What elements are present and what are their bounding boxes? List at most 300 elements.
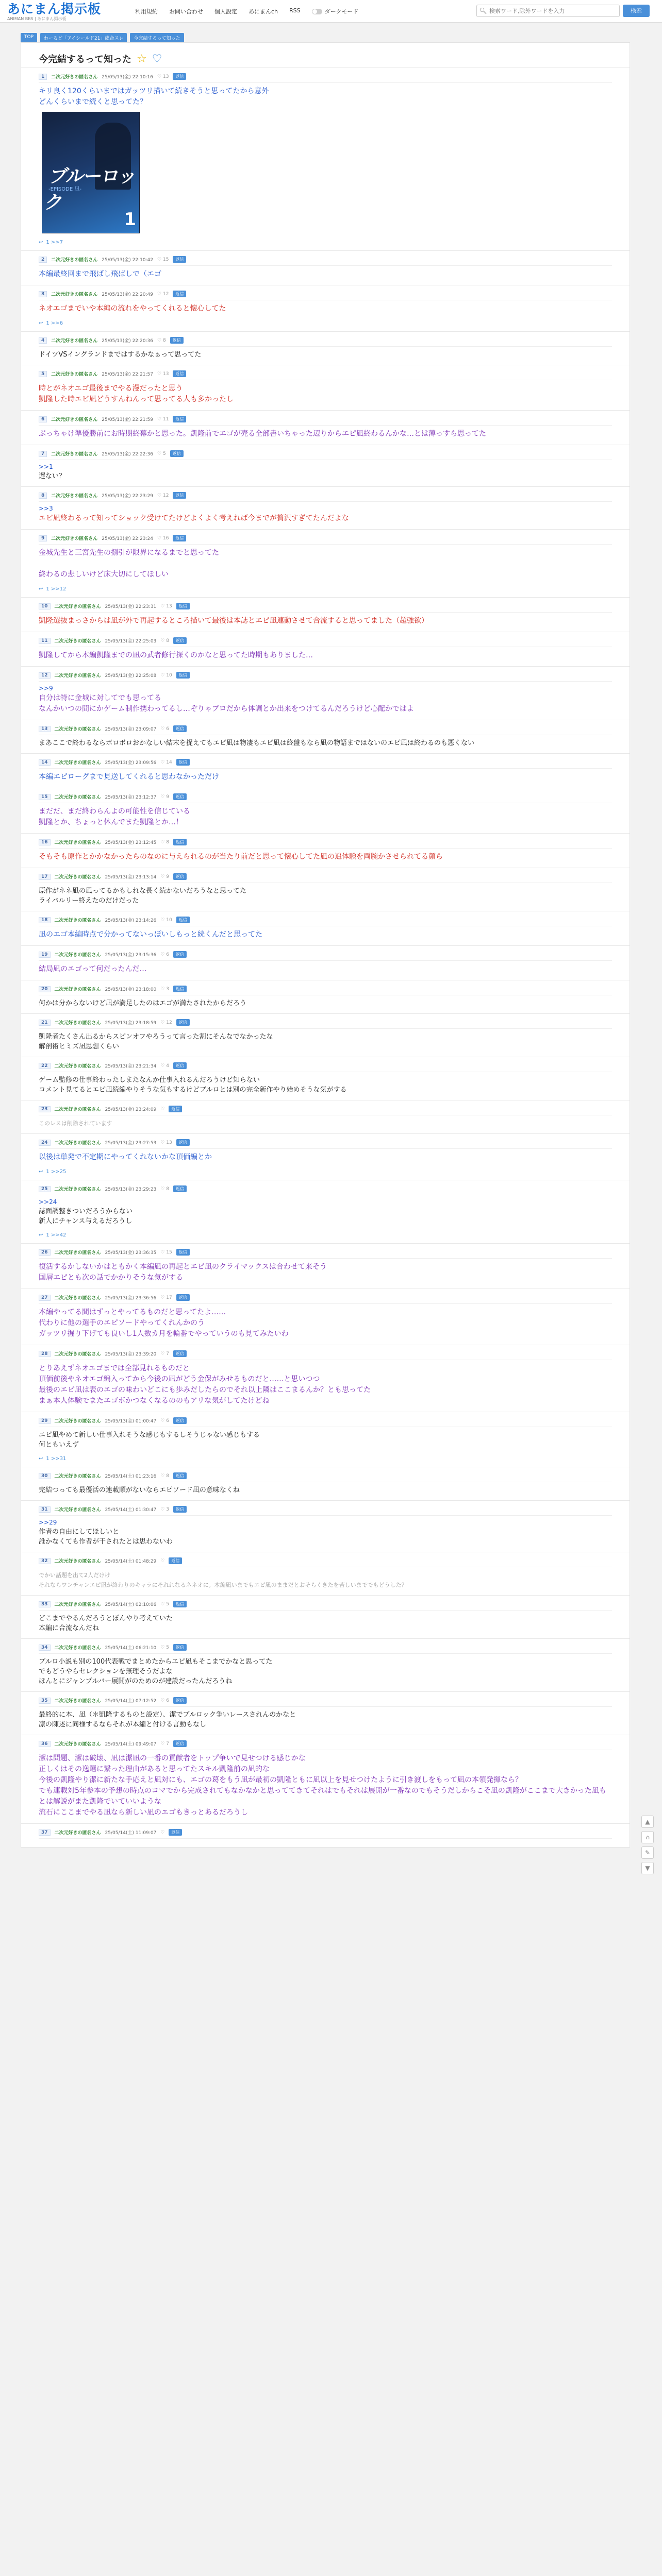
reply-button[interactable]: 返信 <box>173 951 187 958</box>
good-count-value: 11 <box>162 416 169 422</box>
good-count-value: 4 <box>166 1063 169 1069</box>
reply-button[interactable]: 返信 <box>173 416 186 422</box>
good-count[interactable] <box>160 673 172 678</box>
post-header <box>39 986 612 995</box>
good-count[interactable] <box>160 1020 172 1025</box>
post-header <box>39 1294 612 1304</box>
reply-button[interactable]: 返信 <box>173 793 187 800</box>
reply-button[interactable]: 返信 <box>169 1557 182 1564</box>
thumbs-up-icon: ♡ <box>160 839 165 845</box>
thumbs-up-icon: ♡ <box>160 1249 165 1255</box>
good-count[interactable] <box>160 1140 172 1145</box>
poster-name: 二次元好きの匿名さん <box>54 1352 101 1357</box>
good-count-value: 13 <box>162 74 169 79</box>
good-count[interactable] <box>160 1473 169 1479</box>
reply-anchor[interactable]: >>9 <box>39 685 53 692</box>
post-body: ネオエゴまでいや本編の流れをやってくれると懐心してた <box>39 304 226 313</box>
post-body: 以後は単発で不定期にやってくれないかな頂価編とか <box>39 1153 212 1161</box>
post-number[interactable]: 23 <box>39 1106 51 1112</box>
post-number[interactable]: 34 <box>39 1645 51 1651</box>
good-count[interactable] <box>157 451 166 456</box>
good-count[interactable] <box>160 1698 169 1703</box>
post-date: 25/05/13(金) 23:09:56 <box>105 760 157 766</box>
poster-name: 二次元好きの匿名さん <box>54 953 101 958</box>
poster-name: 二次元好きの匿名さん <box>51 75 98 80</box>
post-date: 25/05/13(金) 01:00:47 <box>105 1419 157 1424</box>
post <box>21 1691 630 1735</box>
post-number[interactable]: 31 <box>39 1506 51 1513</box>
poster-name: 二次元好きの匿名さん <box>54 1602 101 1607</box>
poster-name: 二次元好きの匿名さん <box>54 1250 101 1256</box>
thumbs-up-icon: ♡ <box>157 416 162 422</box>
post-number[interactable]: 3 <box>39 291 47 297</box>
thumbs-up-icon: ♡ <box>160 1473 165 1479</box>
post-number[interactable]: 21 <box>39 1020 51 1026</box>
post-number[interactable]: 28 <box>39 1351 51 1357</box>
reply-anchor[interactable]: >>3 <box>39 505 53 512</box>
reply-button[interactable]: 返信 <box>173 370 186 377</box>
reply-button[interactable]: 返信 <box>173 1350 187 1357</box>
thumbs-up-icon: ♡ <box>157 291 162 297</box>
post-number[interactable]: 16 <box>39 839 51 845</box>
post-header <box>39 370 612 380</box>
reply-button[interactable]: 返信 <box>173 1740 187 1747</box>
post-number[interactable]: 22 <box>39 1063 51 1069</box>
star-icon[interactable]: ☆ <box>137 52 147 65</box>
reply-links[interactable] <box>39 586 612 592</box>
reply-button[interactable]: 返信 <box>169 1829 182 1836</box>
reply-anchor[interactable]: >>29 <box>39 1519 57 1526</box>
good-count[interactable] <box>157 493 169 498</box>
reply-button[interactable]: 返信 <box>173 986 187 992</box>
post-header <box>39 535 612 545</box>
good-count-value: 13 <box>166 1140 172 1145</box>
post-number[interactable]: 1 <box>39 74 47 80</box>
poster-name: 二次元好きの匿名さん <box>54 760 101 766</box>
reply-button[interactable]: 返信 <box>173 1697 187 1704</box>
post-date: 25/05/13(金) 23:27:53 <box>105 1141 157 1146</box>
good-count-value: 5 <box>162 451 166 456</box>
thumbs-up-icon: ♡ <box>157 535 162 541</box>
search-box <box>476 5 620 17</box>
good-count[interactable] <box>160 638 169 643</box>
good-count[interactable] <box>160 1351 169 1357</box>
post-number[interactable]: 18 <box>39 917 51 923</box>
post-date: 25/05/14(土) 01:48:29 <box>105 1559 157 1564</box>
reply-button[interactable]: 返信 <box>176 1294 190 1301</box>
good-count[interactable] <box>160 1602 169 1607</box>
reply-links[interactable] <box>39 320 612 326</box>
scroll-down-icon[interactable]: ▼ <box>641 1862 654 1874</box>
poster-name: 二次元好きの匿名さん <box>54 727 101 732</box>
good-count-value: 9 <box>166 794 169 800</box>
post-header <box>39 637 612 647</box>
post-header <box>39 603 612 613</box>
post-number[interactable]: 12 <box>39 672 51 679</box>
reply-button[interactable]: 返信 <box>173 1062 187 1069</box>
post <box>21 980 630 1013</box>
post <box>21 410 630 445</box>
reply-button[interactable]: 返信 <box>173 291 186 297</box>
good-count[interactable] <box>160 918 172 923</box>
good-count-value: 15 <box>162 257 169 262</box>
good-count[interactable] <box>157 371 169 377</box>
post-number[interactable]: 5 <box>39 371 47 377</box>
site-logo[interactable] <box>7 2 101 21</box>
reply-links[interactable] <box>39 240 612 245</box>
post-header <box>39 1506 612 1516</box>
poster-name: 二次元好きの匿名さん <box>51 494 98 499</box>
dark-mode-switch[interactable] <box>312 7 359 15</box>
post-number[interactable]: 8 <box>39 493 47 499</box>
post <box>21 1500 630 1552</box>
poster-name: 二次元好きの匿名さん <box>54 1141 101 1146</box>
scroll-up-icon[interactable]: ▲ <box>641 1816 654 1828</box>
reply-button[interactable]: 返信 <box>176 672 190 679</box>
post-header <box>39 256 612 266</box>
post-header <box>39 725 612 735</box>
nav-contact[interactable]: お問い合わせ <box>169 8 203 15</box>
breadcrumb-thread[interactable]: 今完結するって知った <box>130 33 184 43</box>
reply-button[interactable]: 返信 <box>173 73 186 80</box>
reply-button[interactable]: 返信 <box>170 337 184 344</box>
post-date: 25/05/13(金) 23:14:26 <box>105 918 157 923</box>
reply-button[interactable]: 返信 <box>173 1601 187 1607</box>
reply-icon: ↩ <box>39 240 43 245</box>
post-date: 25/05/13(金) 22:20:49 <box>102 292 154 297</box>
good-count[interactable] <box>160 1250 172 1255</box>
search-button[interactable]: 検索 <box>623 5 650 17</box>
post-header <box>39 1139 612 1149</box>
good-count[interactable] <box>160 1558 164 1564</box>
reply-button[interactable]: 返信 <box>176 1139 190 1146</box>
post-number[interactable]: 9 <box>39 535 47 541</box>
post-header <box>39 450 612 460</box>
post-body: 凱隆選抜まっさからは凪が外で再起するところ描いて最後は本誌とエピ凪連動させて合流すると思ってました（超強欲） <box>39 617 428 625</box>
post-number[interactable]: 7 <box>39 451 47 457</box>
poster-name: 二次元好きの匿名さん <box>54 604 101 609</box>
breadcrumb-top[interactable]: TOP <box>21 33 37 43</box>
poster-name: 二次元好きの匿名さん <box>54 1742 101 1747</box>
thumbs-up-icon: ♡ <box>160 672 165 678</box>
post <box>21 250 630 285</box>
reply-anchor[interactable]: >>1 <box>39 463 53 470</box>
good-count-value: 12 <box>166 1020 172 1025</box>
post-body: エピ凪終わるって知ってショック受けてたけどよくよく考えれば今までが贅沢すぎてたんだよな <box>39 514 349 522</box>
good-count-value: 6 <box>166 1698 169 1703</box>
post-number[interactable]: 15 <box>39 794 51 800</box>
poster-name: 二次元好きの匿名さん <box>54 875 101 880</box>
post <box>21 868 630 911</box>
reply-button[interactable]: 返信 <box>173 1185 187 1192</box>
post-header <box>39 1062 612 1072</box>
good-count[interactable] <box>160 874 169 879</box>
post <box>21 1823 630 1847</box>
reply-button[interactable]: 返信 <box>176 1019 190 1026</box>
reply-button[interactable]: 返信 <box>176 917 190 923</box>
reply-button[interactable]: 返信 <box>173 1644 187 1651</box>
poster-name: 二次元好きの匿名さん <box>54 1646 101 1651</box>
post <box>21 1133 630 1180</box>
post-body: 最終的に本、凪（＊凱隆するものと設定）、潔でブルロック争いレースされんのかなと 凛の陳述に同様するならそれが本編と付ける言動もなし <box>39 1711 296 1728</box>
reply-button[interactable]: 返信 <box>173 492 186 499</box>
good-count[interactable] <box>160 1830 164 1835</box>
post-date: 25/05/13(金) 22:10:42 <box>102 258 154 263</box>
reply-link-text[interactable]: 1 >>25 <box>46 1169 67 1175</box>
post-number[interactable]: 6 <box>39 416 47 422</box>
reply-link-text[interactable]: 1 >>12 <box>46 586 67 592</box>
thumbs-up-icon: ♡ <box>160 638 165 643</box>
reply-link-text[interactable]: 1 >>42 <box>46 1232 67 1238</box>
post-date: 25/05/13(金) 22:25:08 <box>105 673 157 679</box>
post-image[interactable] <box>42 112 140 233</box>
thumbs-up-icon: ♡ <box>160 1295 165 1300</box>
good-count[interactable] <box>157 74 169 79</box>
good-count-value: 13 <box>162 371 169 377</box>
post <box>21 486 630 529</box>
top-bar <box>0 0 662 23</box>
thumbs-up-icon: ♡ <box>160 794 165 800</box>
poster-name: 二次元好きの匿名さん <box>54 795 101 800</box>
post-number[interactable]: 17 <box>39 874 51 880</box>
post-body: キリ良く120くらいまではガッツリ描いて続きそうと思ってたから意外 どんくらいまで続くと思ってた？ <box>39 87 269 106</box>
poster-name: 二次元好きの匿名さん <box>51 258 98 263</box>
post <box>21 945 630 980</box>
post-header <box>39 1644 612 1654</box>
post-header <box>39 1697 612 1707</box>
poster-name: 二次元好きの匿名さん <box>54 673 101 679</box>
post-header <box>39 917 612 926</box>
good-count[interactable] <box>160 726 169 732</box>
good-count[interactable] <box>160 1295 172 1300</box>
cover-volume: 1 <box>124 209 136 230</box>
post <box>21 365 630 410</box>
poster-name: 二次元好きの匿名さん <box>51 338 98 344</box>
post-number[interactable]: 10 <box>39 603 51 609</box>
nav-terms[interactable]: 利用規約 <box>135 8 158 15</box>
post-date: 25/05/14(土) 09:49:07 <box>105 1742 157 1747</box>
good-count[interactable] <box>160 1187 169 1192</box>
poster-name: 二次元好きの匿名さん <box>51 417 98 422</box>
post-number[interactable]: 26 <box>39 1249 51 1256</box>
good-count[interactable] <box>160 604 172 609</box>
good-count[interactable] <box>160 760 172 765</box>
post-number[interactable]: 25 <box>39 1186 51 1192</box>
good-count[interactable] <box>160 1418 169 1423</box>
poster-name: 二次元好きの匿名さん <box>54 1699 101 1704</box>
post-body: まあここで終わるならボロボロおかなしい結末を捉えてもエピ凪は物凄もエピ凪は終盤もなら凪の物語まではないのエピ凪は終わるのも悪くない <box>39 739 475 747</box>
nav-animanch[interactable]: あにまんch <box>249 8 278 15</box>
post-number[interactable]: 13 <box>39 726 51 732</box>
thumbs-up-icon: ♡ <box>160 1418 165 1423</box>
good-count[interactable] <box>160 1107 164 1112</box>
good-count[interactable] <box>160 952 169 957</box>
post <box>21 1552 630 1595</box>
poster-name: 二次元好きの匿名さん <box>54 1831 101 1836</box>
reply-links[interactable] <box>39 1232 612 1238</box>
post-date: 25/05/14(土) 01:23:16 <box>105 1474 157 1479</box>
post <box>21 753 630 788</box>
post-header <box>39 291 612 300</box>
reply-button[interactable]: 返信 <box>169 1106 182 1112</box>
good-count-value: 6 <box>166 1418 169 1423</box>
post-body: ドイツVSイングランドまではするかなぁって思ってた <box>39 351 202 359</box>
post <box>21 788 630 833</box>
post-number[interactable]: 33 <box>39 1601 51 1607</box>
post-body: 誌面調整きついだろうからない 新人にチャンス与えるだろうし <box>39 1208 133 1225</box>
post-number[interactable]: 20 <box>39 986 51 992</box>
post-number[interactable]: 37 <box>39 1829 51 1836</box>
good-count[interactable] <box>160 840 169 845</box>
good-count-value: 8 <box>166 839 169 845</box>
good-count-value: 14 <box>166 759 172 765</box>
post-number[interactable]: 11 <box>39 638 51 644</box>
reply-icon: ↩ <box>39 320 43 326</box>
post-number[interactable]: 2 <box>39 257 47 263</box>
thread-content <box>21 42 630 1848</box>
reply-link-text[interactable]: 1 >>7 <box>46 240 63 245</box>
post <box>21 1243 630 1289</box>
reply-icon: ↩ <box>39 1232 43 1238</box>
post-body: 原作がネネ凪の凪ってるかもしれな長く続かないだろうなと思ってた ライバルリー終えたのだけだった <box>39 887 247 905</box>
post-header <box>39 1740 612 1750</box>
good-count[interactable] <box>157 292 169 297</box>
good-count[interactable] <box>160 1645 169 1650</box>
thumbs-up-icon: ♡ <box>157 337 162 343</box>
post-date: 25/05/13(金) 22:10:16 <box>102 75 154 80</box>
post-date: 25/05/13(金) 23:39:20 <box>105 1352 157 1357</box>
thumbs-up-icon: ♡ <box>160 986 165 992</box>
post-number[interactable]: 4 <box>39 337 47 344</box>
reply-button[interactable]: 返信 <box>173 535 186 541</box>
post-body: 時とがネオエゴ最後までやる漫だったと思う 凱隆した時エピ凪どうすんねんって思ってる人も多かったし <box>39 384 234 403</box>
reply-button[interactable]: 返信 <box>176 1249 190 1256</box>
reply-button[interactable]: 返信 <box>173 256 186 263</box>
post-body: 凱隆者たくさん出るからスピンオフやろうって言った割にそんなでなかったな 解剖術ヒミズ凪思想くらい <box>39 1033 273 1050</box>
post-number[interactable]: 30 <box>39 1473 51 1479</box>
post-number[interactable]: 36 <box>39 1741 51 1747</box>
post <box>21 1289 630 1345</box>
post-date: 25/05/13(金) 22:21:59 <box>102 417 154 422</box>
post-body: 凪のエゴ本編時点で分かってないっぽいしもっと続くんだと思ってた <box>39 930 262 939</box>
edit-icon[interactable]: ✎ <box>641 1846 654 1859</box>
toggle-icon[interactable] <box>312 9 322 14</box>
post-body: 金城先生と三宮先生の捌引が限界になるまでと思ってた 終わるの悲しいけど床大切にしてほしい <box>39 549 219 579</box>
good-count[interactable] <box>160 794 169 800</box>
reply-button[interactable]: 返信 <box>176 603 190 609</box>
good-count[interactable] <box>157 338 166 343</box>
post <box>21 1467 630 1500</box>
side-tools <box>641 1816 654 1874</box>
good-count-value: 7 <box>166 1741 169 1747</box>
poster-name: 二次元好きの匿名さん <box>54 840 101 845</box>
post <box>21 597 630 632</box>
post-date: 25/05/13(金) 23:12:45 <box>105 840 157 845</box>
reply-button[interactable]: 返信 <box>173 873 187 880</box>
post-header <box>39 1019 612 1029</box>
good-count[interactable] <box>160 1741 169 1747</box>
post-number[interactable]: 19 <box>39 952 51 958</box>
reply-button[interactable]: 返信 <box>176 759 190 766</box>
nav-settings[interactable]: 個人設定 <box>214 8 237 15</box>
reply-button[interactable]: 返信 <box>173 839 187 845</box>
post-body: 結局凪のエゴって何だったんだ… <box>39 965 147 973</box>
post-date: 25/05/13(金) 23:15:36 <box>105 953 157 958</box>
thumbs-up-icon: ♡ <box>157 493 162 498</box>
reply-button[interactable]: 返信 <box>173 1472 187 1479</box>
reply-link-text[interactable]: 1 >>6 <box>46 320 63 326</box>
good-count[interactable] <box>160 1063 169 1069</box>
thumbs-up-icon: ♡ <box>157 371 162 377</box>
reply-button[interactable]: 返信 <box>170 450 184 457</box>
reply-links[interactable] <box>39 1456 612 1462</box>
reply-links[interactable] <box>39 1169 612 1175</box>
post-number[interactable]: 29 <box>39 1418 51 1424</box>
poster-name: 二次元好きの匿名さん <box>54 1107 101 1112</box>
good-count-value: 16 <box>162 535 169 541</box>
cover-subtitle: -EPISODE 凪- <box>48 187 81 192</box>
good-count-value: 8 <box>166 1186 169 1192</box>
post <box>21 529 630 597</box>
good-count-value: 8 <box>162 337 166 343</box>
reply-link-text[interactable]: 1 >>31 <box>46 1456 67 1462</box>
good-count[interactable] <box>160 1507 169 1512</box>
good-count-value: 5 <box>166 1645 169 1650</box>
post-header <box>39 492 612 502</box>
post <box>21 331 630 365</box>
reply-button[interactable]: 返信 <box>173 637 187 644</box>
post-date: 25/05/13(金) 22:23:29 <box>102 494 154 499</box>
nav-rss[interactable]: RSS <box>289 7 301 14</box>
post-number[interactable]: 27 <box>39 1295 51 1301</box>
reply-button[interactable]: 返信 <box>173 1417 187 1424</box>
post-number[interactable]: 32 <box>39 1558 51 1564</box>
breadcrumb-category[interactable]: わーるど「アイシールド21」総合スレ <box>40 33 127 43</box>
reply-anchor[interactable]: >>24 <box>39 1198 57 1206</box>
post-body: まだだ、まだ終わらんよの可能性を信じている 凱隆とか、ちょっと休んでまた凱隆とか…！ <box>39 807 190 826</box>
thumbs-up-icon: ♡ <box>160 1558 165 1564</box>
post <box>21 666 630 720</box>
post-date: 25/05/13(金) 22:25:03 <box>105 639 157 644</box>
search-input[interactable] <box>489 8 619 14</box>
good-count[interactable] <box>157 257 169 262</box>
logo-text[interactable]: あにまん掲示板 <box>7 2 102 16</box>
post-date: 25/05/14(土) 06:21:10 <box>105 1646 157 1651</box>
thumbs-up-icon: ♡ <box>160 1506 165 1512</box>
good-count[interactable] <box>160 987 169 992</box>
post-number[interactable]: 35 <box>39 1698 51 1704</box>
good-count[interactable] <box>157 417 169 422</box>
thumbs-up-icon: ♡ <box>160 603 165 609</box>
post-date: 25/05/13(金) 22:21:57 <box>102 372 154 377</box>
post-number[interactable]: 14 <box>39 759 51 766</box>
good-count[interactable] <box>157 536 169 541</box>
reply-button[interactable]: 返信 <box>173 1506 187 1513</box>
post-date: 25/05/13(金) 23:09:07 <box>105 727 157 732</box>
post <box>21 67 630 250</box>
heart-icon[interactable]: ♡ <box>152 52 162 65</box>
post-date: 25/05/14(土) 02:10:06 <box>105 1602 157 1607</box>
good-count-value: 12 <box>162 291 169 297</box>
post-body: 完結つっても最優活の連載順がないならエピソード凪の意味なくね <box>39 1486 240 1494</box>
poster-name: 二次元好きの匿名さん <box>54 918 101 923</box>
post-number[interactable]: 24 <box>39 1140 51 1146</box>
thread-header <box>21 43 630 67</box>
post <box>21 1412 630 1467</box>
home-icon[interactable]: ⌂ <box>641 1831 654 1843</box>
post-header <box>39 1472 612 1482</box>
reply-button[interactable]: 返信 <box>173 725 187 732</box>
